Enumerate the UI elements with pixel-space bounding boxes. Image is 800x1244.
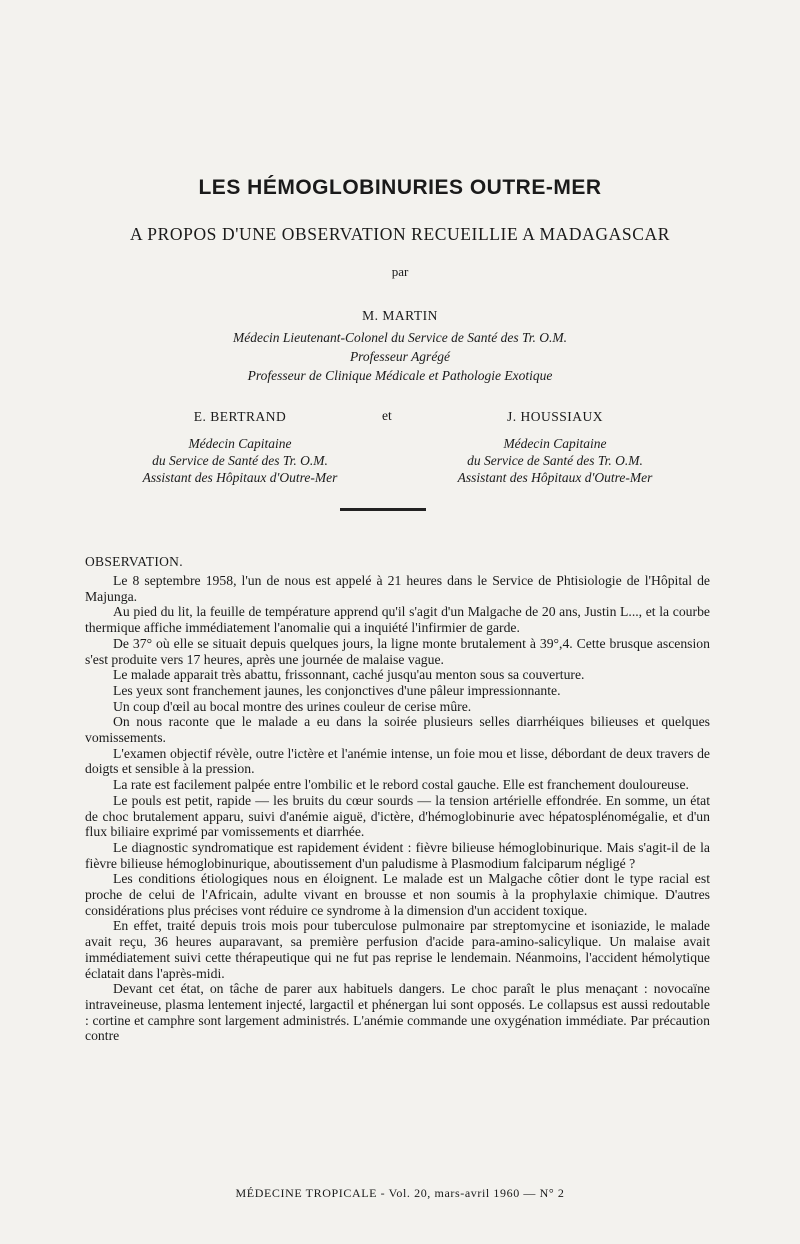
body-paragraph: Le malade apparait très abattu, frissonnant, caché jusqu'au menton sous sa couverture. — [113, 667, 585, 683]
article-body — [85, 573, 710, 1044]
main-author-affiliations — [0, 328, 800, 385]
body-paragraph: La rate est facilement palpée entre l'ombilic et le rebord costal gauche. Elle est franchement douloureuse. — [113, 777, 689, 793]
body-paragraph: Au pied du lit, la feuille de température apprend qu'il s'agit d'un Malgache de 20 ans, Justin L..., et la courbe thermique affiche immédiatement l'anomalie qui a inquiété l'infirmier de garde. — [85, 604, 710, 636]
body-paragraph: L'examen objectif révèle, outre l'ictère et l'anémie intense, un foie mou et lisse, débordant de deux travers de doigts et sensible à la pression. — [85, 745, 710, 777]
co-author-right — [405, 408, 705, 486]
body-paragraph: Devant cet état, on tâche de parer aux habituels dangers. Le choc paraît le plus menaçant : novocaïne intraveineuse, plasma lentement injecté, largactil et phénergan lui sont opposés. Le collapsus est aussi redoutable : cortine et camphre sont largement administrés. L'anémie commande une oxygénation immédiate. Par précaution contre — [85, 981, 710, 1044]
co-author-left-line: du Service de Santé des Tr. O.M. — [152, 453, 328, 468]
co-author-left-name: E. BERTRAND — [193, 409, 287, 424]
by-line: par — [391, 264, 409, 279]
body-paragraph: Les conditions étiologiques nous en éloignent. Le malade est un Malgache côtier dont le type racial est proche de celui de l'Africain, adulte vivant en brousse et non soumis à la prophylaxie chimique. D'autres considérations plus précises vont réduire ce syndrome à la dimension d'un accident toxique. — [85, 871, 710, 918]
body-paragraph: Le diagnostic syndromatique est rapidement évident : fièvre bilieuse hémoglobinurique. Mais s'agit-il de la fièvre bilieuse hémoglobinurique, aboutissement d'un paludisme à Plasmodium falciparum négligé ? — [85, 839, 710, 871]
co-author-left-line: Médecin Capitaine — [188, 436, 292, 451]
co-author-left-line: Assistant des Hôpitaux d'Outre-Mer — [142, 470, 338, 485]
separator-rule — [340, 508, 426, 511]
body-paragraph: On nous raconte que le malade a eu dans la soirée plusieurs selles diarrhéiques bilieuses et quelques vomissements. — [85, 714, 710, 746]
article-subtitle: A PROPOS D'UNE OBSERVATION RECUEILLIE A MADAGASCAR — [130, 224, 670, 244]
affiliation-line: Médecin Lieutenant-Colonel du Service de Santé des Tr. O.M. — [232, 330, 568, 345]
body-paragraph: Le 8 septembre 1958, l'un de nous est appelé à 21 heures dans le Service de Phtisiologie de l'Hôpital de Majunga. — [85, 573, 710, 604]
co-author-right-name: J. HOUSSIAUX — [506, 409, 603, 424]
body-paragraph: Le pouls est petit, rapide — les bruits du cœur sourds — la tension artérielle effondrée. En somme, un état de choc brutalement apparu, suivi d'anémie aiguë, d'ictère, d'hémoglobinurie avec hépatosplénomégalie, et d'un flux biliaire exprimé par vomissements et diarrhée. — [85, 792, 710, 840]
body-paragraph: En effet, traité depuis trois mois pour tuberculose pulmonaire par streptomycine et isoniazide, le malade avait reçu, 36 heures auparavant, sa première perfusion d'acide para-amino-salicylique. Un malaise avait immédiatement suivi cette thérapeutique qui ne fut pas reprise le lendemain. Néanmoins, l'accident hémolytique éclatait dans l'après-midi. — [85, 918, 710, 981]
co-author-right-line: Médecin Capitaine — [503, 436, 607, 451]
co-author-left — [90, 408, 390, 486]
journal-footer: MÉDECINE TROPICALE - Vol. 20, mars-avril 1960 — N° 2 — [235, 1186, 565, 1200]
co-author-right-line: Assistant des Hôpitaux d'Outre-Mer — [457, 470, 653, 485]
co-author-conjunction: et — [382, 408, 392, 423]
co-author-right-line: du Service de Santé des Tr. O.M. — [467, 453, 643, 468]
affiliation-line: Professeur Agrégé — [349, 349, 451, 364]
body-paragraph: De 37° où elle se situait depuis quelques jours, la ligne monte brutalement à 39°,4. Cette brusque ascension s'est produite vers 17 heures, après une journée de malaise vague. — [85, 635, 710, 667]
main-author-name: M. MARTIN — [362, 308, 438, 323]
article-title: LES HÉMOGLOBINURIES OUTRE-MER — [198, 176, 602, 199]
affiliation-line: Professeur de Clinique Médicale et Pathologie Exotique — [247, 368, 553, 383]
body-paragraph: Un coup d'œil au bocal montre des urines couleur de cerise mûre. — [113, 698, 472, 714]
section-heading: OBSERVATION. — [85, 554, 183, 569]
body-paragraph: Les yeux sont franchement jaunes, les conjonctives d'une pâleur impressionnante. — [113, 682, 561, 698]
